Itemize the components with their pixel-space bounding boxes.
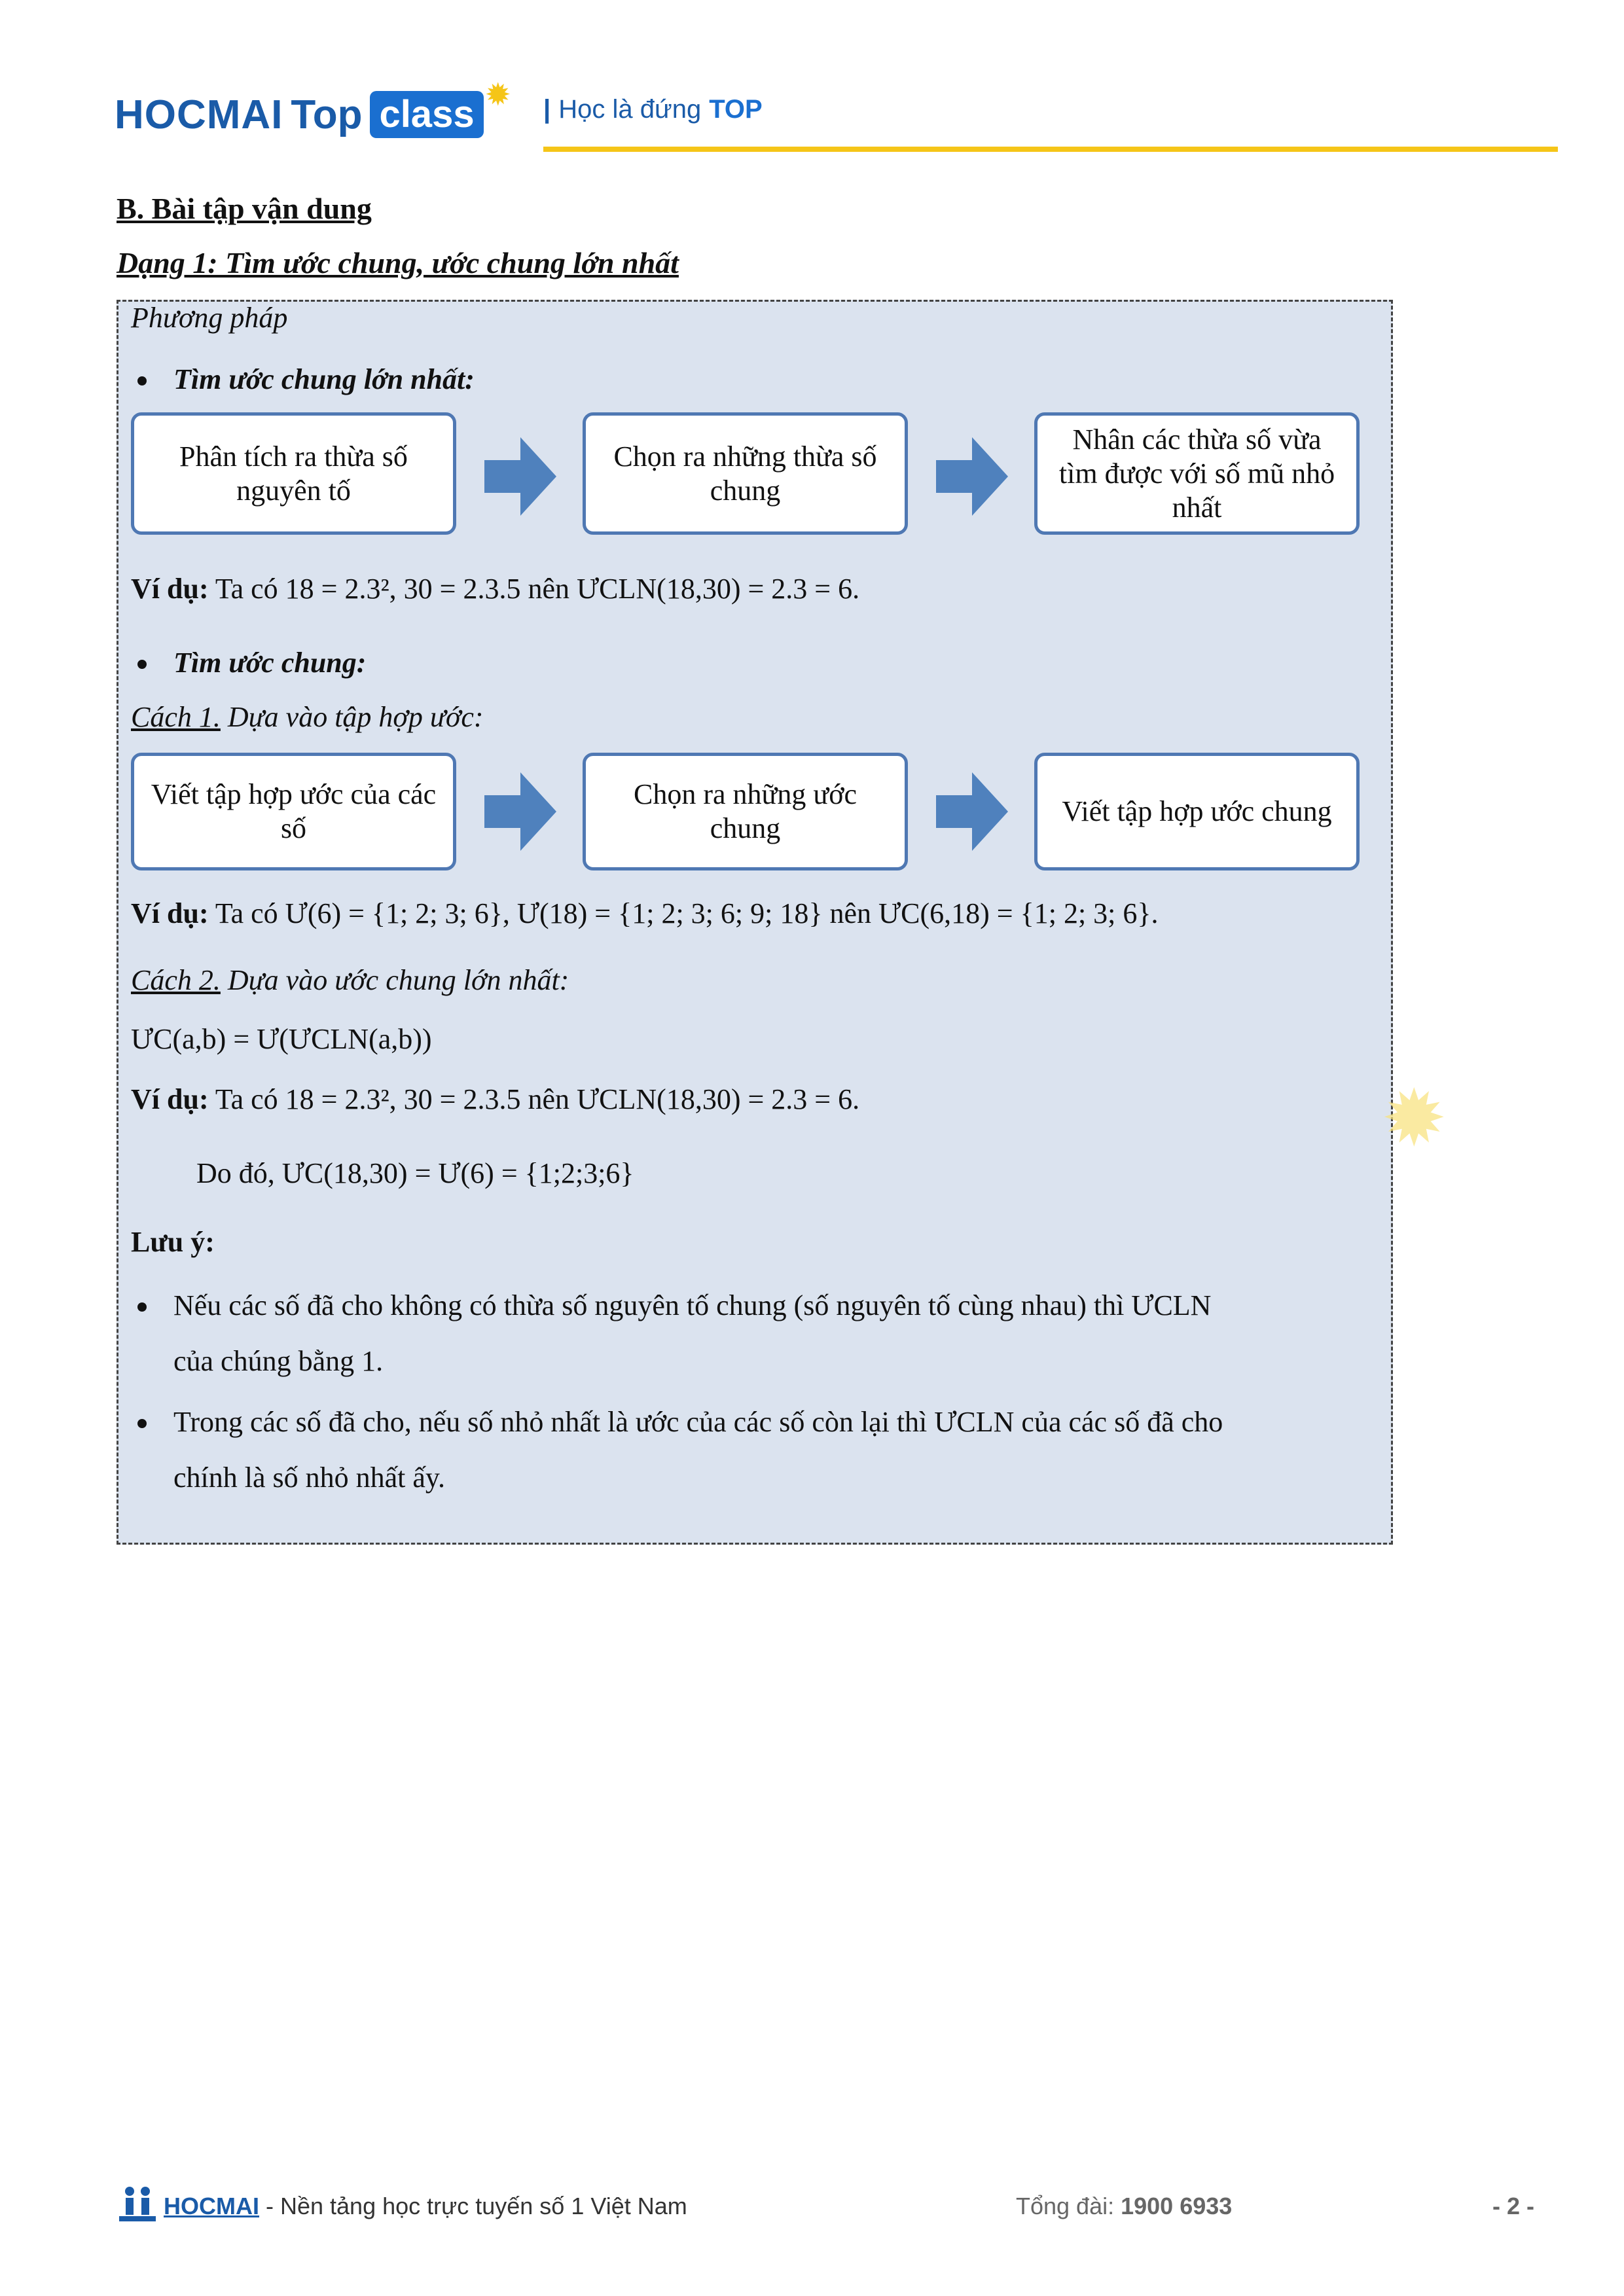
footer-brand-link[interactable]: HOCMAI — [164, 2193, 259, 2219]
flow2-step1-text: Viết tập hợp ước của các số — [151, 778, 437, 844]
example-label: Ví dụ: — [131, 1083, 209, 1115]
example-1 — [131, 571, 859, 607]
hocmai-topclass-logo — [115, 78, 511, 141]
example-2-text: Ta có Ư(6) = {1; 2; 3; 6}, Ư(18) = {1; 2; 3; 6; 9; 18} nên ƯC(6,18) = {1; 2; 3; 6}. — [215, 897, 1159, 929]
bullet-common-divisor: Tìm ước chung: — [173, 647, 367, 679]
flow1-step2 — [583, 412, 908, 535]
hocmai-footer-logo-icon — [117, 2185, 158, 2224]
page-number: - 2 - — [1492, 2193, 1535, 2219]
flow1-step1-text: Phân tích ra thừa số nguyên tố — [179, 440, 408, 507]
method-label: Phương pháp — [131, 302, 288, 334]
hotline-number: 1900 6933 — [1121, 2193, 1233, 2219]
watermark-sun-icon: ✹ — [1381, 1073, 1447, 1164]
header-slogan — [543, 95, 763, 124]
bullet-dot — [137, 660, 147, 669]
bullet-dot — [137, 1419, 147, 1428]
flow2-step2 — [583, 753, 908, 870]
example-3-continuation: Do đó, ƯC(18,30) = Ư(6) = {1;2;3;6} — [196, 1157, 634, 1189]
note-2-line1: Trong các số đã cho, nếu số nhỏ nhất là ước của các số còn lại thì ƯCLN của các số đã cho — [173, 1406, 1223, 1438]
bullet-dot — [137, 1302, 147, 1312]
arrow-right-icon — [484, 772, 556, 851]
slogan-highlight: TOP — [709, 95, 763, 124]
arrow-right-icon — [484, 437, 556, 516]
method-1-label: Cách 1. — [131, 701, 221, 733]
dang-title: Dạng 1: Tìm ước chung, ước chung lớn nhất — [117, 246, 679, 279]
method-2-label: Cách 2. — [131, 964, 221, 996]
slogan-divider: | — [543, 95, 551, 124]
logo-brand: HOCMAI — [115, 92, 283, 137]
logo-class: class — [370, 91, 483, 138]
note-label: Lưu ý: — [131, 1226, 215, 1258]
flow1-step2-text: Chọn ra những thừa số chung — [613, 440, 877, 507]
bullet-dot — [137, 376, 147, 386]
example-3-text: Ta có 18 = 2.3², 30 = 2.3.5 nên ƯCLN(18,30) = 2.3 = 6. — [215, 1083, 860, 1115]
flow1-step3-text: Nhân các thừa số vừa tìm được với số mũ nhỏ nhất — [1058, 423, 1335, 524]
note-1-line2: của chúng bằng 1. — [173, 1345, 384, 1377]
method-2-text: Dựa vào ước chung lớn nhất: — [227, 964, 569, 996]
section-title: B. Bài tập vận dung — [117, 192, 372, 225]
footer-tagline — [164, 2193, 687, 2220]
example-3 — [131, 1081, 859, 1118]
logo-top: Top — [291, 92, 363, 137]
sun-icon: ✹ — [484, 78, 511, 113]
flow2-step3-text: Viết tập hợp ước chung — [1062, 795, 1332, 827]
flow2-step3 — [1034, 753, 1360, 870]
example-label: Ví dụ: — [131, 897, 209, 929]
slogan-prefix: Học là đứng — [558, 95, 702, 124]
method-1 — [131, 699, 484, 736]
note-1-line1: Nếu các số đã cho không có thừa số nguyên tố chung (số nguyên tố cùng nhau) thì ƯCLN — [173, 1289, 1212, 1321]
method-2 — [131, 962, 569, 999]
note-2-line2: chính là số nhỏ nhất ấy. — [173, 1462, 446, 1494]
bullet-gcd: Tìm ước chung lớn nhất: — [173, 363, 475, 395]
header-divider — [543, 147, 1558, 152]
example-1-text: Ta có 18 = 2.3², 30 = 2.3.5 nên ƯCLN(18,30) = 2.3 = 6. — [215, 573, 860, 605]
flow1-step3 — [1034, 412, 1360, 535]
footer-tagline-text: - Nền tảng học trực tuyến số 1 Việt Nam — [259, 2193, 687, 2219]
example-label: Ví dụ: — [131, 573, 209, 605]
formula: ƯC(a,b) = Ư(ƯCLN(a,b)) — [131, 1023, 432, 1055]
method-1-text: Dựa vào tập hợp ước: — [227, 701, 484, 733]
hotline-label: Tổng đài: — [1016, 2193, 1121, 2219]
flow1-step1 — [131, 412, 456, 535]
arrow-right-icon — [936, 437, 1008, 516]
example-2 — [131, 895, 1159, 932]
arrow-right-icon — [936, 772, 1008, 851]
flow2-step1 — [131, 753, 456, 870]
flow2-step2-text: Chọn ra những ước chung — [633, 778, 857, 844]
footer-hotline — [1016, 2193, 1232, 2220]
